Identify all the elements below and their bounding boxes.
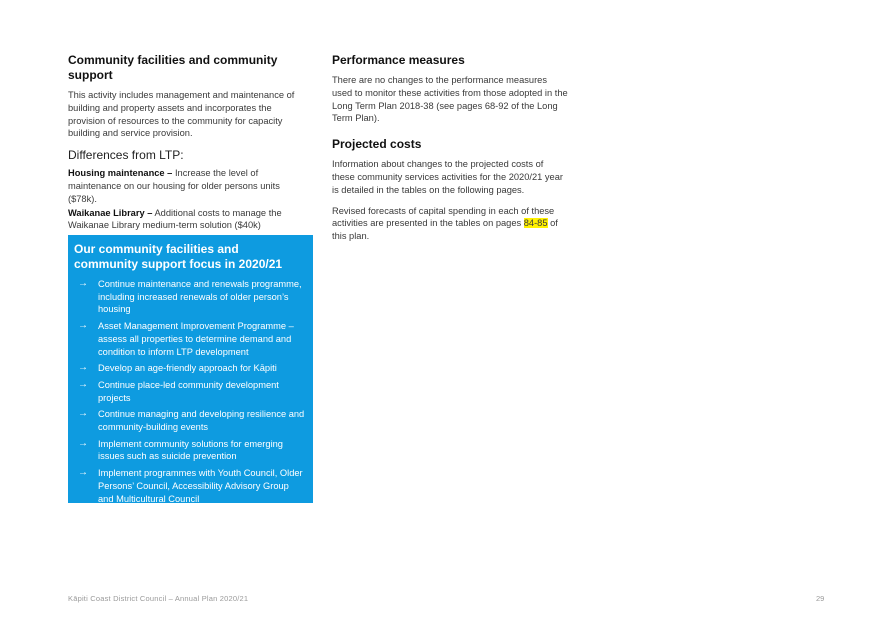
performance-paragraph: There are no changes to the performance measures used to monitor these activities from those adopted in the Long Term Plan 2018-38 (see pages 68-92 of the Long Term Plan). — [332, 75, 568, 124]
page-reference-highlight: 84-85 — [523, 218, 548, 229]
arrow-right-icon: → — [78, 362, 88, 374]
arrow-right-icon: → — [78, 320, 88, 332]
arrow-right-icon: → — [78, 467, 88, 479]
arrow-right-icon: → — [78, 408, 88, 420]
arrow-right-icon: → — [78, 278, 88, 289]
revised-text-end: of this plan. — [332, 218, 558, 242]
difference-text: Additional costs to manage the Waikanae Library medium-term solution ($40k) — [68, 207, 282, 231]
differences-heading: Differences from LTP: — [68, 148, 184, 163]
focus-item-text: Asset Management Improvement Programme – assess all properties to determine demand and condition to inform LTP development — [98, 321, 294, 357]
focus-item-text: Continue managing and developing resilience and community-building events — [98, 409, 305, 433]
list-item — [74, 320, 305, 358]
footer-title: Kāpiti Coast District Council – Annual Plan 2020/21 — [68, 594, 249, 603]
performance-title: Performance measures — [332, 53, 465, 67]
projected-title: Projected costs — [332, 137, 422, 152]
page-number: 29 — [816, 594, 825, 603]
list-item — [74, 438, 305, 463]
list-item — [74, 408, 305, 433]
revised-text: Revised forecasts of capital spending in each of these activities are presented in the tables on pages — [332, 205, 555, 229]
right-column — [332, 53, 568, 251]
list-item — [74, 278, 305, 316]
projected-paragraph: Information about changes to the projected costs of these community services activities for the 2020/21 year is detailed in the tables on the following pages. — [332, 159, 563, 195]
difference-text: Increase the level of maintenance on our housing for older persons units ($78k). — [68, 168, 280, 204]
difference-label: Waikanae Library – — [68, 207, 153, 218]
difference-item — [68, 207, 296, 233]
focus-item-text: Develop an age-friendly approach for Kāpiti — [98, 363, 277, 374]
focus-box — [68, 235, 313, 503]
intro-paragraph: This activity includes management and maintenance of building and property assets and incorporates the provision of resources to the community for capacity building and service provision. — [68, 90, 295, 139]
arrow-right-icon: → — [78, 437, 88, 449]
focus-item-text: Implement community solutions for emerging issues such as suicide prevention — [98, 438, 283, 462]
list-item — [74, 362, 305, 375]
arrow-right-icon: → — [78, 378, 88, 390]
focus-item-text: Implement programmes with Youth Council, Older Persons’ Council, Accessibility Advisory Group and Multicultural Council — [98, 468, 303, 504]
revised-paragraph — [332, 205, 568, 243]
difference-label: Housing maintenance – — [68, 168, 173, 179]
list-item — [74, 467, 305, 505]
left-column — [68, 53, 296, 233]
focus-item-text: Continue place-led community development projects — [98, 379, 279, 403]
difference-item — [68, 167, 296, 205]
list-item — [74, 379, 305, 404]
focus-title: Our community facilities and community support focus in 2020/21 — [74, 242, 283, 271]
focus-item-text: Continue maintenance and renewals programme, including increased renewals of older person’s housing — [98, 279, 302, 315]
section-title: Community facilities and community support — [68, 53, 278, 82]
focus-list — [74, 278, 305, 505]
